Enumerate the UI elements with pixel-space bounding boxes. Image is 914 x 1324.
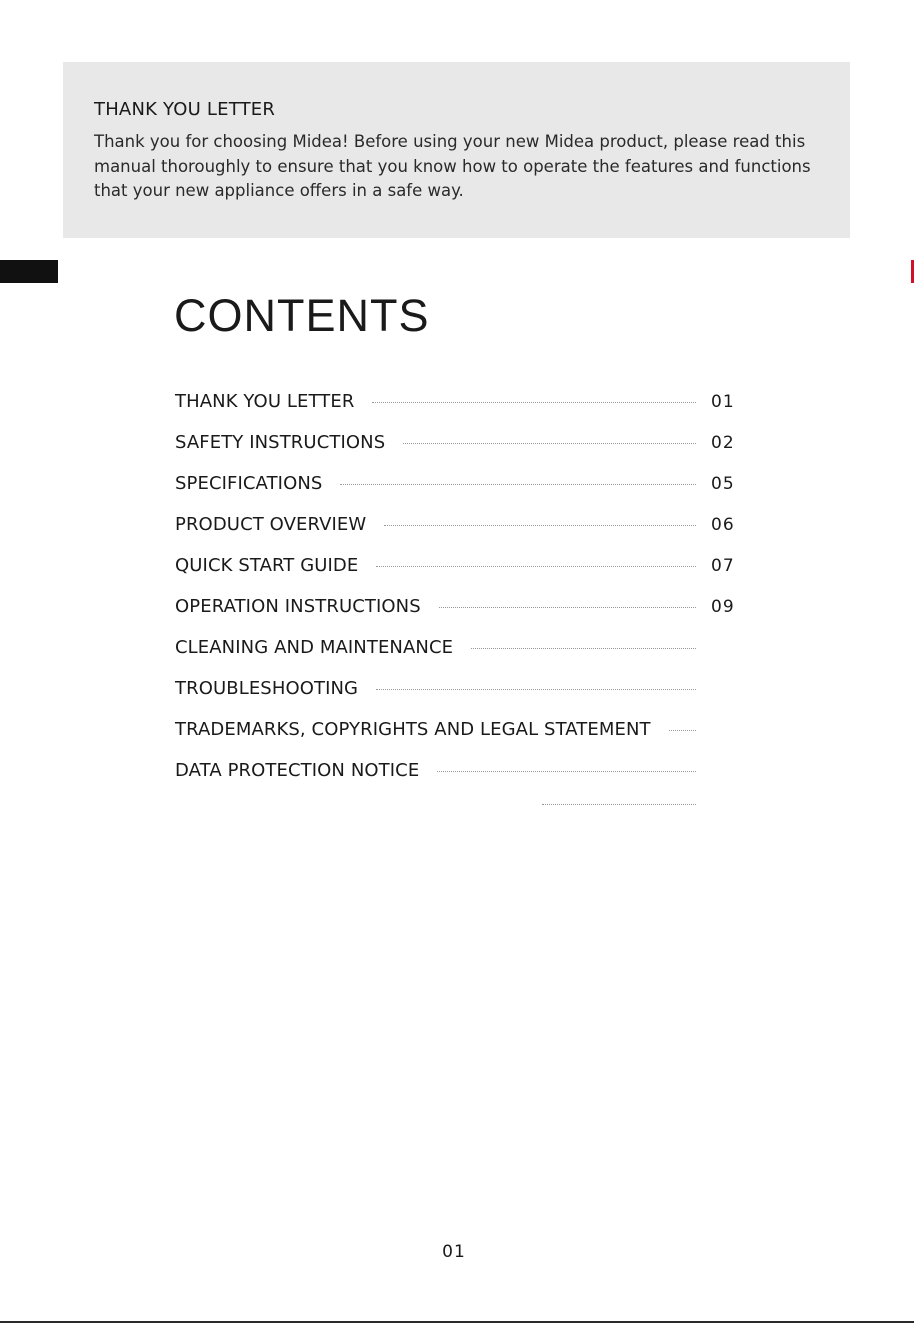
toc-entry-label: THANK YOU LETTER bbox=[175, 391, 355, 412]
toc-dot-leader bbox=[439, 607, 696, 608]
toc-entry-page: 02 bbox=[711, 432, 735, 453]
toc-dot-leader bbox=[372, 402, 696, 403]
toc-entry[interactable] bbox=[175, 381, 745, 422]
toc-dot-leader bbox=[376, 689, 696, 690]
toc-entry[interactable] bbox=[175, 586, 745, 627]
toc-entry-label: TROUBLESHOOTING bbox=[175, 678, 359, 699]
toc-dot-leader bbox=[437, 771, 696, 772]
toc-dot-leader bbox=[403, 443, 696, 444]
section-tab-marker bbox=[0, 260, 58, 283]
contents-heading: CONTENTS bbox=[174, 290, 430, 341]
toc-entry[interactable] bbox=[175, 668, 745, 709]
thank-you-body: Thank you for choosing Midea! Before using your new Midea product, please read this manual thoroughly to ensure that you know how to operate the features and functions that your new appliance offers in a safe way. bbox=[94, 132, 811, 200]
toc-entry-label: TRADEMARKS, COPYRIGHTS AND LEGAL STATEMENT bbox=[175, 719, 651, 740]
toc-entry[interactable] bbox=[175, 709, 745, 750]
toc-entry-page: 06 bbox=[711, 514, 735, 535]
toc-entry-label: SPECIFICATIONS bbox=[175, 473, 323, 494]
toc-entry-label: SAFETY INSTRUCTIONS bbox=[175, 432, 386, 453]
toc-entry-page: 09 bbox=[711, 596, 735, 617]
toc-entry[interactable] bbox=[175, 463, 745, 504]
toc-entry-page: 05 bbox=[711, 473, 735, 494]
toc-entry[interactable] bbox=[175, 627, 745, 668]
toc-entry-label: PRODUCT OVERVIEW bbox=[175, 514, 367, 535]
toc-dot-leader bbox=[384, 525, 696, 526]
toc-entry-page: 01 bbox=[711, 391, 735, 412]
toc-entry-label: CLEANING AND MAINTENANCE bbox=[175, 637, 454, 658]
toc-trailing-dot-leader bbox=[542, 804, 696, 805]
toc-entry[interactable] bbox=[175, 504, 745, 545]
page-number: 01 bbox=[442, 1242, 466, 1262]
toc-entry-label: QUICK START GUIDE bbox=[175, 555, 359, 576]
toc-dot-leader bbox=[340, 484, 696, 485]
toc-entry[interactable] bbox=[175, 422, 745, 463]
toc-entry-label: DATA PROTECTION NOTICE bbox=[175, 760, 420, 781]
toc-dot-leader bbox=[376, 566, 696, 567]
toc-entry-label: OPERATION INSTRUCTIONS bbox=[175, 596, 421, 617]
toc-entry[interactable] bbox=[175, 545, 745, 586]
page-bottom-rule bbox=[0, 1321, 914, 1323]
thank-you-title: THANK YOU LETTER bbox=[94, 99, 276, 120]
toc-entry[interactable] bbox=[175, 750, 745, 791]
toc-dot-leader bbox=[471, 648, 696, 649]
toc-entry-page: 07 bbox=[711, 555, 735, 576]
table-of-contents bbox=[175, 381, 745, 791]
thank-you-letter-box bbox=[63, 62, 850, 238]
toc-dot-leader bbox=[669, 730, 696, 731]
